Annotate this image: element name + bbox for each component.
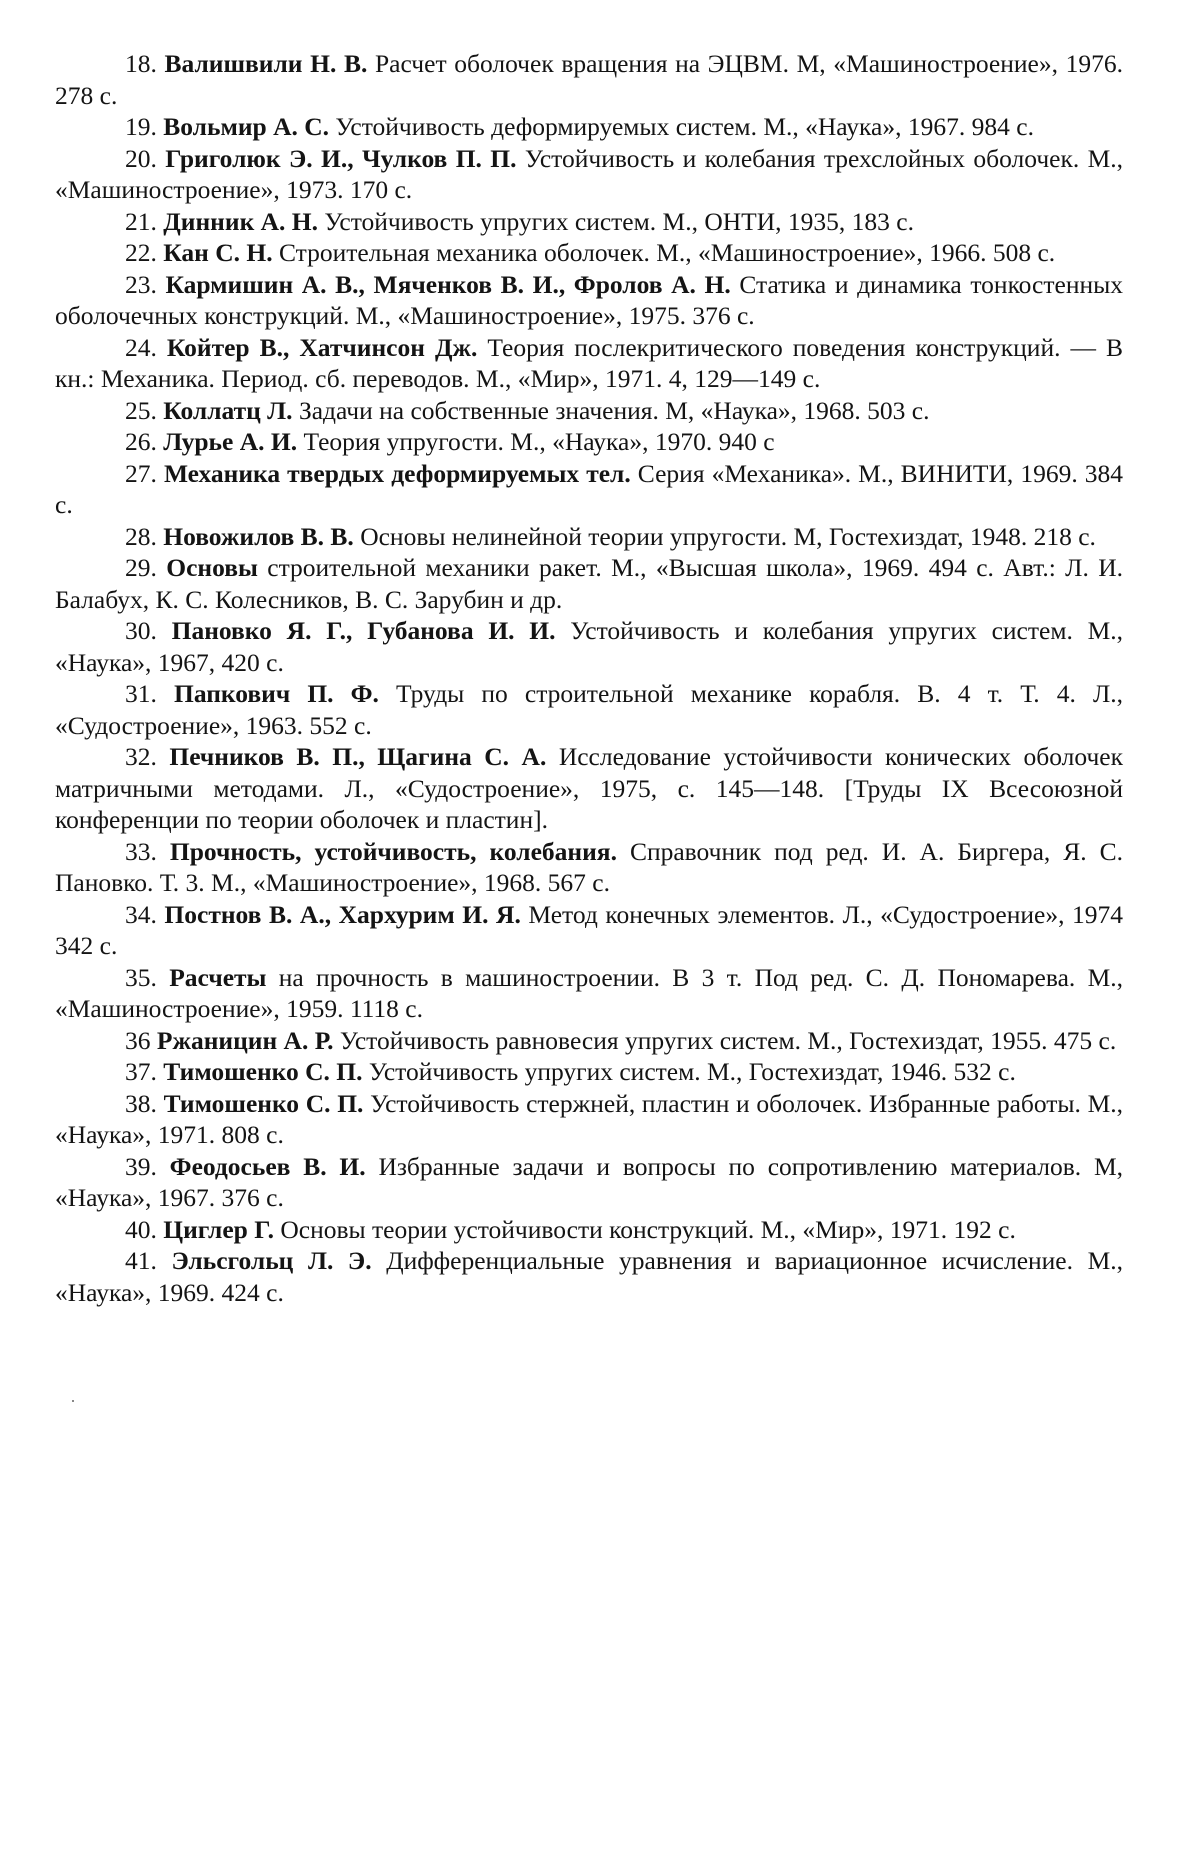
reference-author: Постнов В. А., Хархурим И. Я.: [164, 899, 521, 929]
reference-author: Койтер В., Хатчинсон Дж.: [166, 332, 478, 362]
reference-entry: [55, 332, 1123, 395]
reference-author: Новожилов В. В.: [163, 521, 354, 551]
reference-text: Метод конечных элементов. Л., «Судостроение», 1974 342 с.: [55, 899, 1123, 960]
reference-author: Феодосьев В. И.: [169, 1151, 366, 1181]
reference-number: 38.: [125, 1088, 157, 1118]
reference-author: Тимошенко С. П.: [163, 1057, 363, 1086]
reference-author: Циглер Г.: [163, 1214, 274, 1244]
reference-author: Тимошенко С. П.: [163, 1088, 364, 1118]
reference-entry: [55, 615, 1123, 678]
reference-number: 29.: [125, 553, 157, 582]
reference-author: Вольмир А. С.: [163, 112, 330, 141]
reference-author: Эльсгольц Л. Э.: [171, 1246, 372, 1275]
reference-author: Механика твердых деформируемых тел.: [163, 458, 631, 488]
reference-entry: [55, 678, 1123, 741]
reference-list: [55, 48, 1123, 1308]
reference-number: 25.: [125, 395, 157, 425]
reference-author: Коллатц Л.: [163, 395, 293, 425]
reference-number: 21.: [125, 206, 157, 236]
reference-entry: [55, 143, 1123, 206]
reference-text: Исследование устойчивости конических оболочек матричными методами. Л., «Судостроение», 1975, с. 145—148. [Труды IX Всесоюзной конференции по теории оболочек и пластин].: [55, 742, 1123, 834]
reference-entry: [55, 111, 1123, 143]
reference-text: Теория послекритического поведения конструкций. — В кн.: Механика. Период. сб. переводов. М., «Мир», 1971. 4, 129—149 с.: [55, 332, 1124, 393]
reference-entry: [55, 552, 1123, 615]
reference-number: 30.: [125, 616, 157, 645]
reference-text: Статика и динамика тонкостенных оболочечных конструкций. М., «Машиностроение», 1975. 376 с.: [55, 269, 1123, 330]
reference-text: Дифференциальные уравнения и вариационное исчисление. М., «Наука», 1969. 424 с.: [55, 1246, 1124, 1307]
reference-author: Печников В. П., Щагина С. А.: [169, 742, 547, 771]
reference-author: Основы: [166, 553, 258, 582]
reference-text: Серия «Механика». М., ВИНИТИ, 1969. 384 с.: [55, 458, 1124, 519]
reference-number: 34.: [125, 899, 157, 929]
reference-number: 36: [125, 1025, 151, 1055]
reference-entry: [55, 962, 1123, 1025]
reference-author: Прочность, устойчивость, колебания.: [169, 836, 617, 866]
reference-text: Устойчивость и колебания упругих систем. М., «Наука», 1967, 420 с.: [55, 616, 1124, 677]
reference-author: Кармишин А. В., Мяченков В. И., Фролов А. Н.: [165, 269, 731, 299]
reference-author: Пановко Я. Г., Губанова И. И.: [171, 616, 556, 645]
reference-text: Основы теории устойчивости конструкций. М., «Мир», 1971. 192 с.: [280, 1214, 1016, 1244]
reference-text: Задачи на собственные значения. М, «Наука», 1968. 503 с.: [298, 395, 930, 425]
reference-entry: [55, 741, 1123, 836]
reference-number: 41.: [125, 1246, 157, 1275]
reference-number: 23.: [125, 269, 157, 299]
reference-author: Динник А. Н.: [163, 206, 319, 236]
scan-speck: [72, 1400, 74, 1402]
reference-entry: [55, 206, 1123, 238]
reference-entry: [55, 426, 1123, 458]
reference-number: 33.: [125, 836, 157, 866]
reference-text: Труды по строительной механике корабля. В. 4 т. Т. 4. Л., «Судостроение», 1963. 552 с.: [55, 679, 1124, 740]
reference-entry: [55, 1088, 1123, 1151]
reference-text: Устойчивость и колебания трехслойных оболочек. М., «Машиностроение», 1973. 170 с.: [55, 143, 1124, 204]
reference-text: Строительная механика оболочек. М., «Машиностроение», 1966. 508 с.: [278, 238, 1056, 267]
reference-text: Устойчивость деформируемых систем. М., «Наука», 1967. 984 с.: [335, 112, 1034, 141]
reference-number: 19.: [125, 112, 157, 141]
reference-text: Устойчивость равновесия упругих систем. М., Гостехиздат, 1955. 475 с.: [339, 1025, 1117, 1055]
reference-entry: [55, 1056, 1123, 1088]
reference-entry: [55, 836, 1123, 899]
reference-text: Справочник под ред. И. А. Биргера, Я. С. Пановко. Т. 3. М., «Машиностроение», 1968. 567 с.: [55, 836, 1123, 897]
reference-entry: [55, 1151, 1123, 1214]
reference-entry: [55, 48, 1123, 111]
reference-number: 27.: [125, 458, 157, 488]
reference-entry: [55, 1214, 1123, 1246]
reference-text: Теория упругости. М., «Наука», 1970. 940 с: [303, 427, 775, 456]
reference-text: Устойчивость упругих систем. М., ОНТИ, 1935, 183 с.: [324, 206, 914, 236]
reference-author: Григолюк Э. И., Чулков П. П.: [165, 143, 517, 173]
reference-author: Валишвили Н. В.: [164, 49, 368, 78]
reference-author: Расчеты: [169, 962, 267, 992]
reference-number: 20.: [125, 143, 157, 173]
reference-number: 39.: [125, 1151, 157, 1181]
reference-text: Устойчивость упругих систем. М., Гостехиздат, 1946. 532 с.: [368, 1057, 1016, 1086]
reference-entry: [55, 1025, 1123, 1057]
reference-number: 24.: [125, 332, 157, 362]
reference-number: 22.: [125, 238, 157, 267]
reference-author: Кан С. Н.: [163, 238, 273, 267]
reference-number: 37.: [125, 1057, 157, 1086]
reference-text: Основы нелинейной теории упругости. М, Гостехиздат, 1948. 218 с.: [360, 521, 1096, 551]
reference-number: 31.: [125, 679, 157, 708]
reference-text: Расчет оболочек вращения на ЭЦВМ. М, «Машиностроение», 1976. 278 с.: [55, 49, 1123, 110]
reference-entry: [55, 899, 1123, 962]
reference-number: 32.: [125, 742, 157, 771]
reference-entry: [55, 237, 1123, 269]
reference-text: Устойчивость стержней, пластин и оболочек. Избранные работы. М., «Наука», 1971. 808 с.: [55, 1088, 1124, 1149]
reference-entry: [55, 521, 1123, 553]
reference-author: Ржаницин А. Р.: [156, 1025, 334, 1055]
reference-number: 28.: [125, 521, 157, 551]
reference-number: 35.: [125, 962, 157, 992]
reference-entry: [55, 269, 1123, 332]
reference-number: 18.: [125, 49, 157, 78]
reference-text: на прочность в машиностроении. В 3 т. Под ред. С. Д. Пономарева. М., «Машиностроение», 1959. 1118 с.: [55, 962, 1123, 1023]
reference-number: 26.: [125, 427, 157, 456]
reference-entry: [55, 1245, 1123, 1308]
reference-number: 40.: [125, 1214, 157, 1244]
reference-author: Лурье А. И.: [163, 427, 298, 456]
reference-text: строительной механики ракет. М., «Высшая школа», 1969. 494 с. Авт.: Л. И. Балабух, К. С. Колесников, В. С. Зарубин и др.: [55, 553, 1123, 614]
reference-entry: [55, 458, 1123, 521]
reference-entry: [55, 395, 1123, 427]
reference-author: Папкович П. Ф.: [173, 679, 379, 708]
reference-text: Избранные задачи и вопросы по сопротивлению материалов. М, «Наука», 1967. 376 с.: [55, 1151, 1124, 1212]
